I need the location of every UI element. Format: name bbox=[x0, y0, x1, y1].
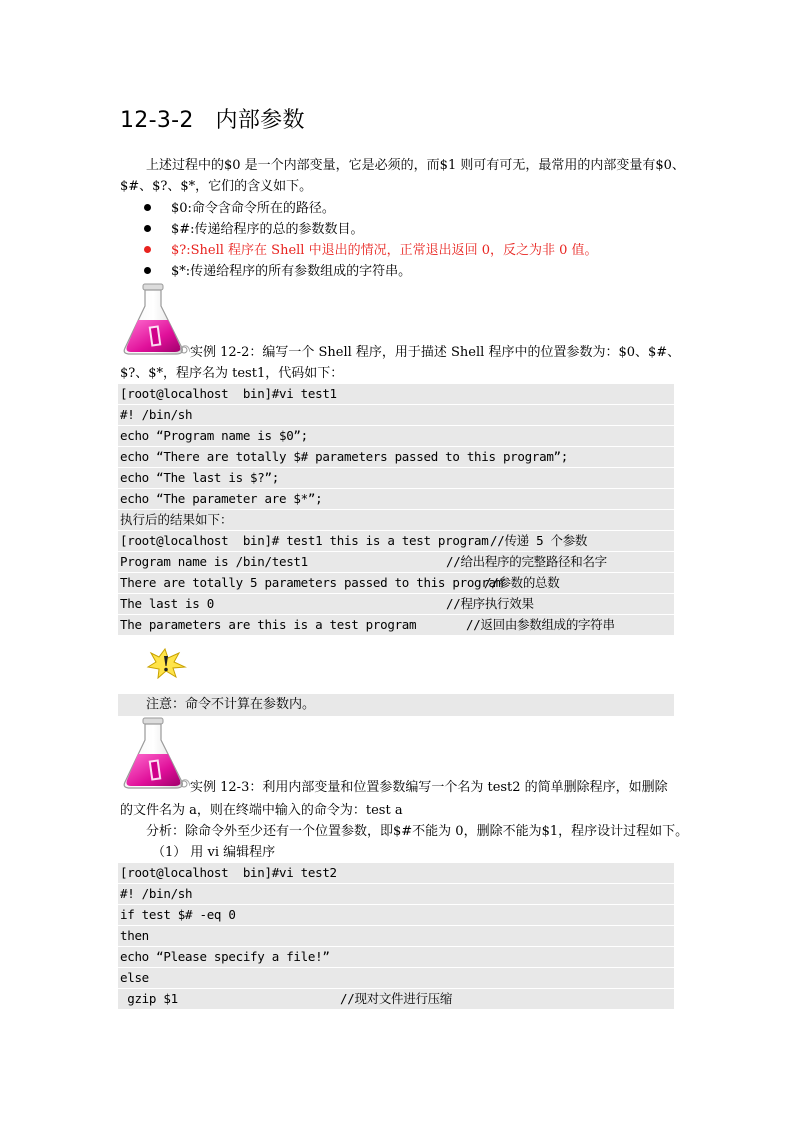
bullet-dot-icon bbox=[144, 225, 151, 232]
code-line: There are totally 5 parameters passed to this program //参数的总数 bbox=[118, 573, 674, 594]
code-line: #! /bin/sh bbox=[118, 884, 674, 905]
code-line: [root@localhost bin]#vi test2 bbox=[118, 863, 674, 884]
code-line: echo “Program name is $0”; bbox=[118, 426, 674, 447]
flask-icon bbox=[118, 282, 190, 358]
note-box bbox=[118, 694, 674, 716]
code-line: then bbox=[118, 926, 674, 947]
code-line: [root@localhost bin]#vi test1 bbox=[118, 384, 674, 405]
intro-line-2: $#、$?、$*，它们的含义如下。 bbox=[120, 179, 313, 194]
analysis-text: 分析：除命令外至少还有一个位置参数，即$#不能为 0，删除不能为$1，程序设计过程如下。 bbox=[146, 824, 689, 839]
bullet-text: $?:Shell 程序在 Shell 中退出的情况，正常退出返回 0，反之为非 0 值。 bbox=[171, 243, 598, 258]
code-line: echo “Please specify a file!” bbox=[118, 947, 674, 968]
bullet-text: $#:传递给程序的总的参数数目。 bbox=[171, 222, 364, 237]
bullet-dot-icon bbox=[144, 246, 151, 253]
code-line: The parameters are this is a test program //返回由参数组成的字符串 bbox=[118, 615, 674, 636]
code-line: #! /bin/sh bbox=[118, 405, 674, 426]
note-text: 注意：命令不计算在参数内。 bbox=[146, 697, 316, 712]
example2-line-1: 实例 12-3：利用内部变量和位置参数编写一个名为 test2 的简单删除程序，如删除 bbox=[190, 780, 668, 795]
bullet-dot-icon bbox=[144, 204, 151, 211]
code-comment: //现对文件进行压缩 bbox=[340, 991, 453, 1006]
warning-icon bbox=[145, 647, 187, 679]
example1-line-1: 实例 12-2：编写一个 Shell 程序，用于描述 Shell 程序中的位置参数为：$0、$#、 bbox=[190, 345, 681, 360]
bullet-dot-icon bbox=[144, 267, 151, 274]
example2-line-2: 的文件名为 a，则在终端中输入的命令为：test a bbox=[120, 803, 403, 818]
code-line: echo “There are totally $# parameters passed to this program”; bbox=[118, 447, 674, 468]
code-block-test1 bbox=[118, 384, 674, 636]
code-line: 执行后的结果如下： bbox=[118, 510, 674, 531]
step-label: （1） 用 vi 编辑程序 bbox=[152, 845, 276, 860]
code-comment: //返回由参数组成的字符串 bbox=[466, 617, 615, 632]
code-line: The last is 0 //程序执行效果 bbox=[118, 594, 674, 615]
bullet-text: $*:传递给程序的所有参数组成的字符串。 bbox=[171, 264, 412, 279]
code-line: Program name is /bin/test1 //给出程序的完整路径和名字 bbox=[118, 552, 674, 573]
code-line: [root@localhost bin]# test1 this is a test program //传递 5 个参数 bbox=[118, 531, 674, 552]
code-comment: //参数的总数 bbox=[484, 575, 560, 590]
code-comment: //给出程序的完整路径和名字 bbox=[446, 554, 607, 569]
code-line: gzip $1 //现对文件进行压缩 bbox=[118, 989, 674, 1010]
code-block-test2 bbox=[118, 863, 674, 1010]
bullet-text: $0:命令含命令所在的路径。 bbox=[171, 201, 335, 216]
intro-line-1: 上述过程中的$0 是一个内部变量，它是必须的，而$1 则可有可无，最常用的内部变量有$0、 bbox=[146, 158, 685, 173]
flask-icon bbox=[118, 716, 190, 792]
example1-line-2: $?、$*，程序名为 test1，代码如下： bbox=[120, 366, 344, 381]
code-line: if test $# -eq 0 bbox=[118, 905, 674, 926]
section-heading: 12-3-2 内部参数 bbox=[120, 108, 305, 133]
code-line: echo “The parameter are $*”; bbox=[118, 489, 674, 510]
code-comment: //传递 5 个参数 bbox=[490, 533, 588, 548]
code-line: else bbox=[118, 968, 674, 989]
code-comment: //程序执行效果 bbox=[446, 596, 534, 611]
code-line: echo “The last is $?”; bbox=[118, 468, 674, 489]
